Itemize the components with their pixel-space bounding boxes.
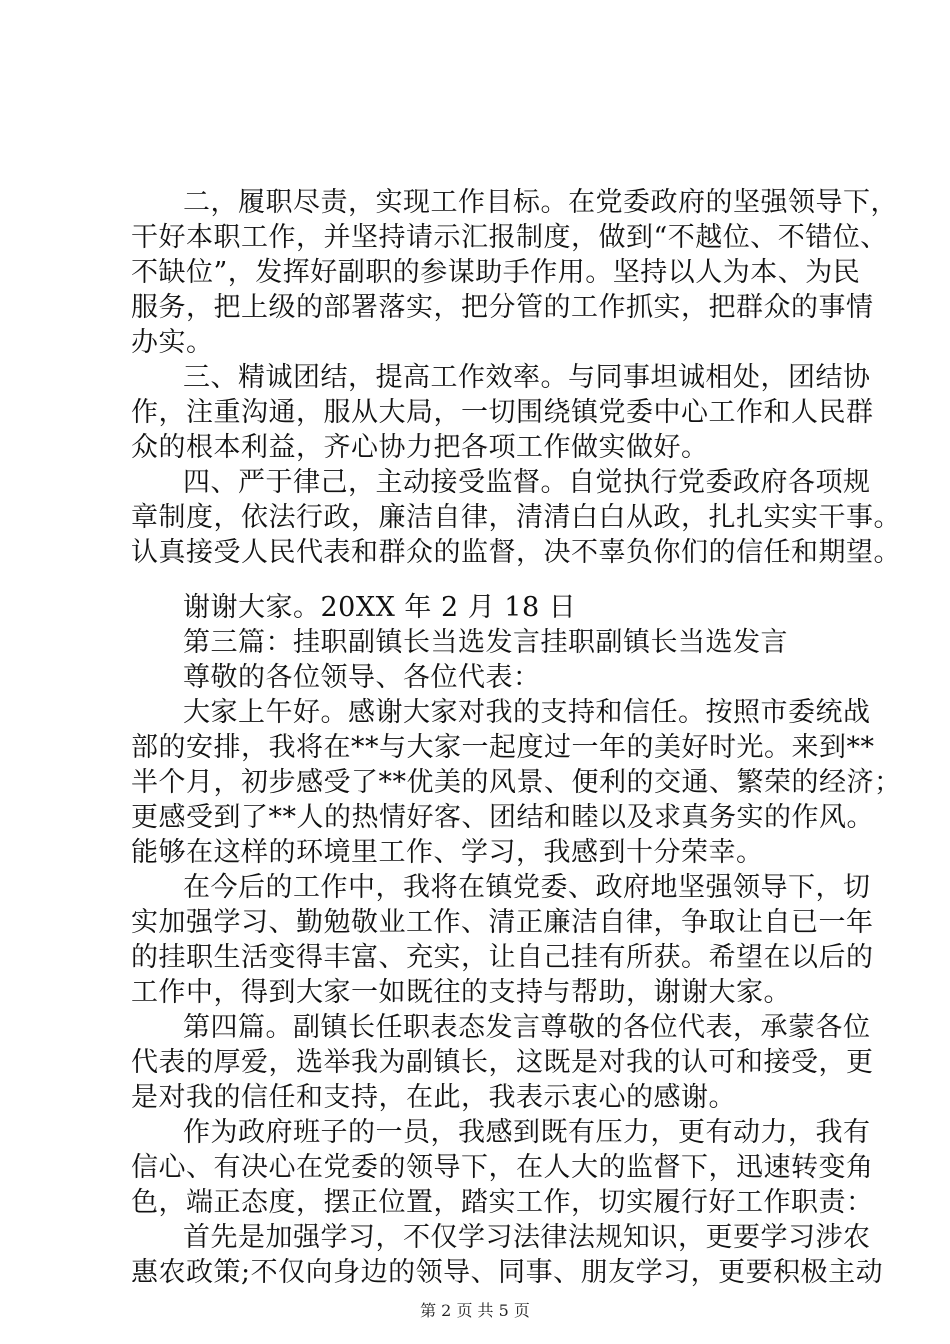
text-line: 四、严于律己，主动接受监督。自觉执行党委政府各项规 xyxy=(183,467,871,498)
text-line: 三、精诚团结，提高工作效率。与同事坦诚相处，团结协 xyxy=(183,362,871,393)
text-line: 作为政府班子的一员，我感到既有压力，更有动力，我有 xyxy=(183,1117,871,1148)
text-line: 的挂职生活变得丰富、充实，让自己挂有所获。希望在以后的 xyxy=(131,942,874,973)
text-line: 章制度，依法行政，廉洁自律，清清白白从政，扎扎实实干事。 xyxy=(131,502,901,533)
text-line: 干好本职工作，并坚持请示汇报制度，做到“不越位、不错位、 xyxy=(131,222,888,253)
text-line: 第四篇。副镇长任职表态发言尊敬的各位代表，承蒙各位 xyxy=(183,1012,871,1043)
text-line: 认真接受人民代表和群众的监督，决不辜负你们的信任和期望。 xyxy=(131,537,901,568)
text-line: 更感受到了**人的热情好客、团结和睦以及求真务实的作风。 xyxy=(131,802,874,833)
text-line: 实加强学习、勤勉敬业工作、清正廉洁自律，争取让自已一年 xyxy=(131,907,874,938)
section-heading: 第三篇：挂职副镇长当选发言挂职副镇长当选发言 xyxy=(183,627,788,658)
text-line: 众的根本利益，齐心协力把各项工作做实做好。 xyxy=(131,432,709,463)
text-line: 色，端正态度，摆正位置，踏实工作，切实履行好工作职责： xyxy=(131,1187,874,1218)
text-line: 不缺位”，发挥好副职的参谋助手作用。坚持以人为本、为民 xyxy=(131,257,861,288)
text-line: 工作中，得到大家一如既往的支持与帮助，谢谢大家。 xyxy=(131,977,791,1008)
text-line: 半个月，初步感受了**优美的风景、便利的交通、繁荣的经济； xyxy=(131,767,902,798)
text-line: 能够在这样的环境里工作、学习，我感到十分荣幸。 xyxy=(131,837,764,868)
text-line: 信心、有决心在党委的领导下，在人大的监督下，迅速转变角 xyxy=(131,1152,874,1183)
text-line: 二，履职尽责，实现工作目标。在党委政府的坚强领导下， xyxy=(183,187,898,218)
text-line: 首先是加强学习，不仅学习法律法规知识，更要学习涉农 xyxy=(183,1222,871,1253)
text-line: 惠农政策;不仅向身边的领导、同事、朋友学习，更要积极主动 xyxy=(131,1257,884,1288)
text-line: 服务，把上级的部署落实，把分管的工作抓实，把群众的事情 xyxy=(131,292,874,323)
date-line: 谢谢大家。20XX 年 2 月 18 日 xyxy=(183,592,577,623)
text-line: 作，注重沟通，服从大局，一切围绕镇党委中心工作和人民群 xyxy=(131,397,874,428)
text-line: 代表的厚爱，选举我为副镇长，这既是对我的认可和接受，更 xyxy=(131,1047,874,1078)
page-number-footer: 第 2 页 共 5 页 xyxy=(420,1301,530,1320)
text-line: 在今后的工作中，我将在镇党委、政府地坚强领导下，切 xyxy=(183,872,871,903)
text-line: 大家上午好。感谢大家对我的支持和信任。按照市委统战 xyxy=(183,697,871,728)
salutation: 尊敬的各位领导、各位代表： xyxy=(183,662,541,693)
text-line: 办实。 xyxy=(131,327,214,358)
text-line: 是对我的信任和支持，在此，我表示衷心的感谢。 xyxy=(131,1082,736,1113)
text-line: 部的安排，我将在**与大家一起度过一年的美好时光。来到** xyxy=(131,732,875,763)
